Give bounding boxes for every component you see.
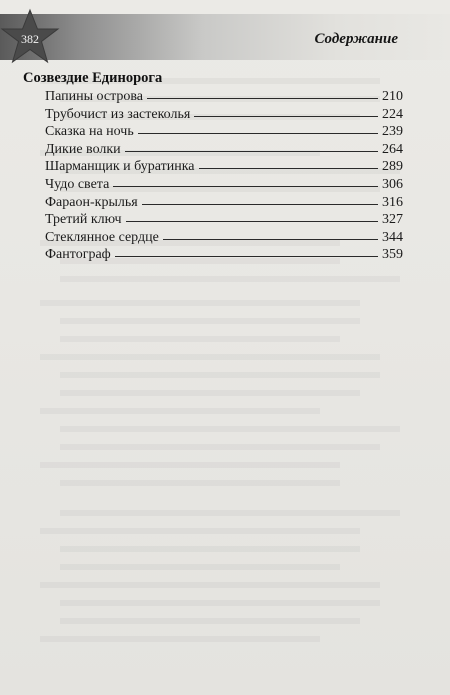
toc-leader	[115, 255, 378, 257]
page-number: 382	[21, 32, 39, 46]
bleed-through-line	[60, 318, 360, 324]
toc-entry-title: Шарманщик и буратинка	[45, 159, 195, 175]
toc-leader	[142, 203, 378, 205]
toc-entry-page: 239	[382, 124, 403, 140]
bleed-through-line	[40, 408, 320, 414]
bleed-through-line	[40, 354, 380, 360]
toc-entry	[45, 88, 403, 106]
toc-entry-page: 224	[382, 106, 403, 122]
toc-entry	[45, 211, 403, 229]
toc-leader	[194, 115, 378, 117]
toc-entry-page: 327	[382, 212, 403, 228]
toc-entry	[45, 176, 403, 194]
toc-leader	[113, 185, 378, 187]
toc-entry	[45, 229, 403, 247]
bleed-through-line	[40, 462, 340, 468]
toc-leader	[147, 97, 378, 99]
bleed-through-line	[60, 546, 360, 552]
toc-entry-title: Папины острова	[45, 89, 144, 104]
toc-leader	[126, 220, 378, 222]
toc-entry-title: Стеклянное сердце	[45, 229, 159, 245]
bleed-through-line	[60, 390, 360, 396]
bleed-through-line	[40, 582, 380, 588]
cycle-title: Созвездие Единорога	[23, 70, 163, 86]
bleed-through-line	[60, 426, 400, 432]
toc-entry-title: Фантограф	[45, 247, 111, 263]
toc-entry-page: 344	[382, 229, 403, 245]
bleed-through-line	[40, 528, 360, 534]
bleed-through-line	[60, 372, 380, 378]
toc-leader	[199, 167, 378, 169]
toc-leader	[163, 238, 378, 240]
toc-list	[45, 88, 403, 264]
toc-leader	[138, 132, 378, 134]
toc-leader	[125, 150, 378, 152]
toc-entry-page: 306	[382, 176, 403, 192]
toc-entry	[45, 194, 403, 212]
toc-entry	[45, 141, 403, 159]
toc-entry	[45, 123, 403, 141]
toc-entry	[45, 106, 403, 124]
bleed-through-line	[60, 276, 400, 282]
toc-entry-title: Дикие волки	[45, 141, 121, 157]
section-heading: Содержание	[314, 31, 398, 47]
toc-entry-page: 210	[382, 89, 403, 104]
bleed-through-line	[60, 510, 400, 516]
toc-entry	[45, 158, 403, 176]
bleed-through-line	[60, 618, 360, 624]
toc-entry-page: 316	[382, 194, 403, 210]
toc-entry-page: 264	[382, 141, 403, 157]
bleed-through-line	[40, 300, 360, 306]
toc-entry-title: Третий ключ	[45, 212, 122, 228]
bleed-through-line	[60, 480, 340, 486]
toc-entry	[45, 246, 403, 264]
bleed-through-line	[60, 600, 380, 606]
bleed-through-line	[40, 636, 320, 642]
toc-entry-page: 289	[382, 159, 403, 175]
bleed-through-line	[60, 444, 380, 450]
toc-entry-title: Сказка на ночь	[45, 124, 134, 140]
toc-entry-page: 359	[382, 247, 403, 263]
toc-entry-title: Трубочист из застеколья	[45, 106, 191, 122]
toc-entry-title: Фараон-крылья	[45, 194, 138, 210]
bleed-through-line	[60, 336, 340, 342]
bleed-through-line	[60, 564, 340, 570]
toc-entry-title: Чудо света	[45, 176, 110, 192]
